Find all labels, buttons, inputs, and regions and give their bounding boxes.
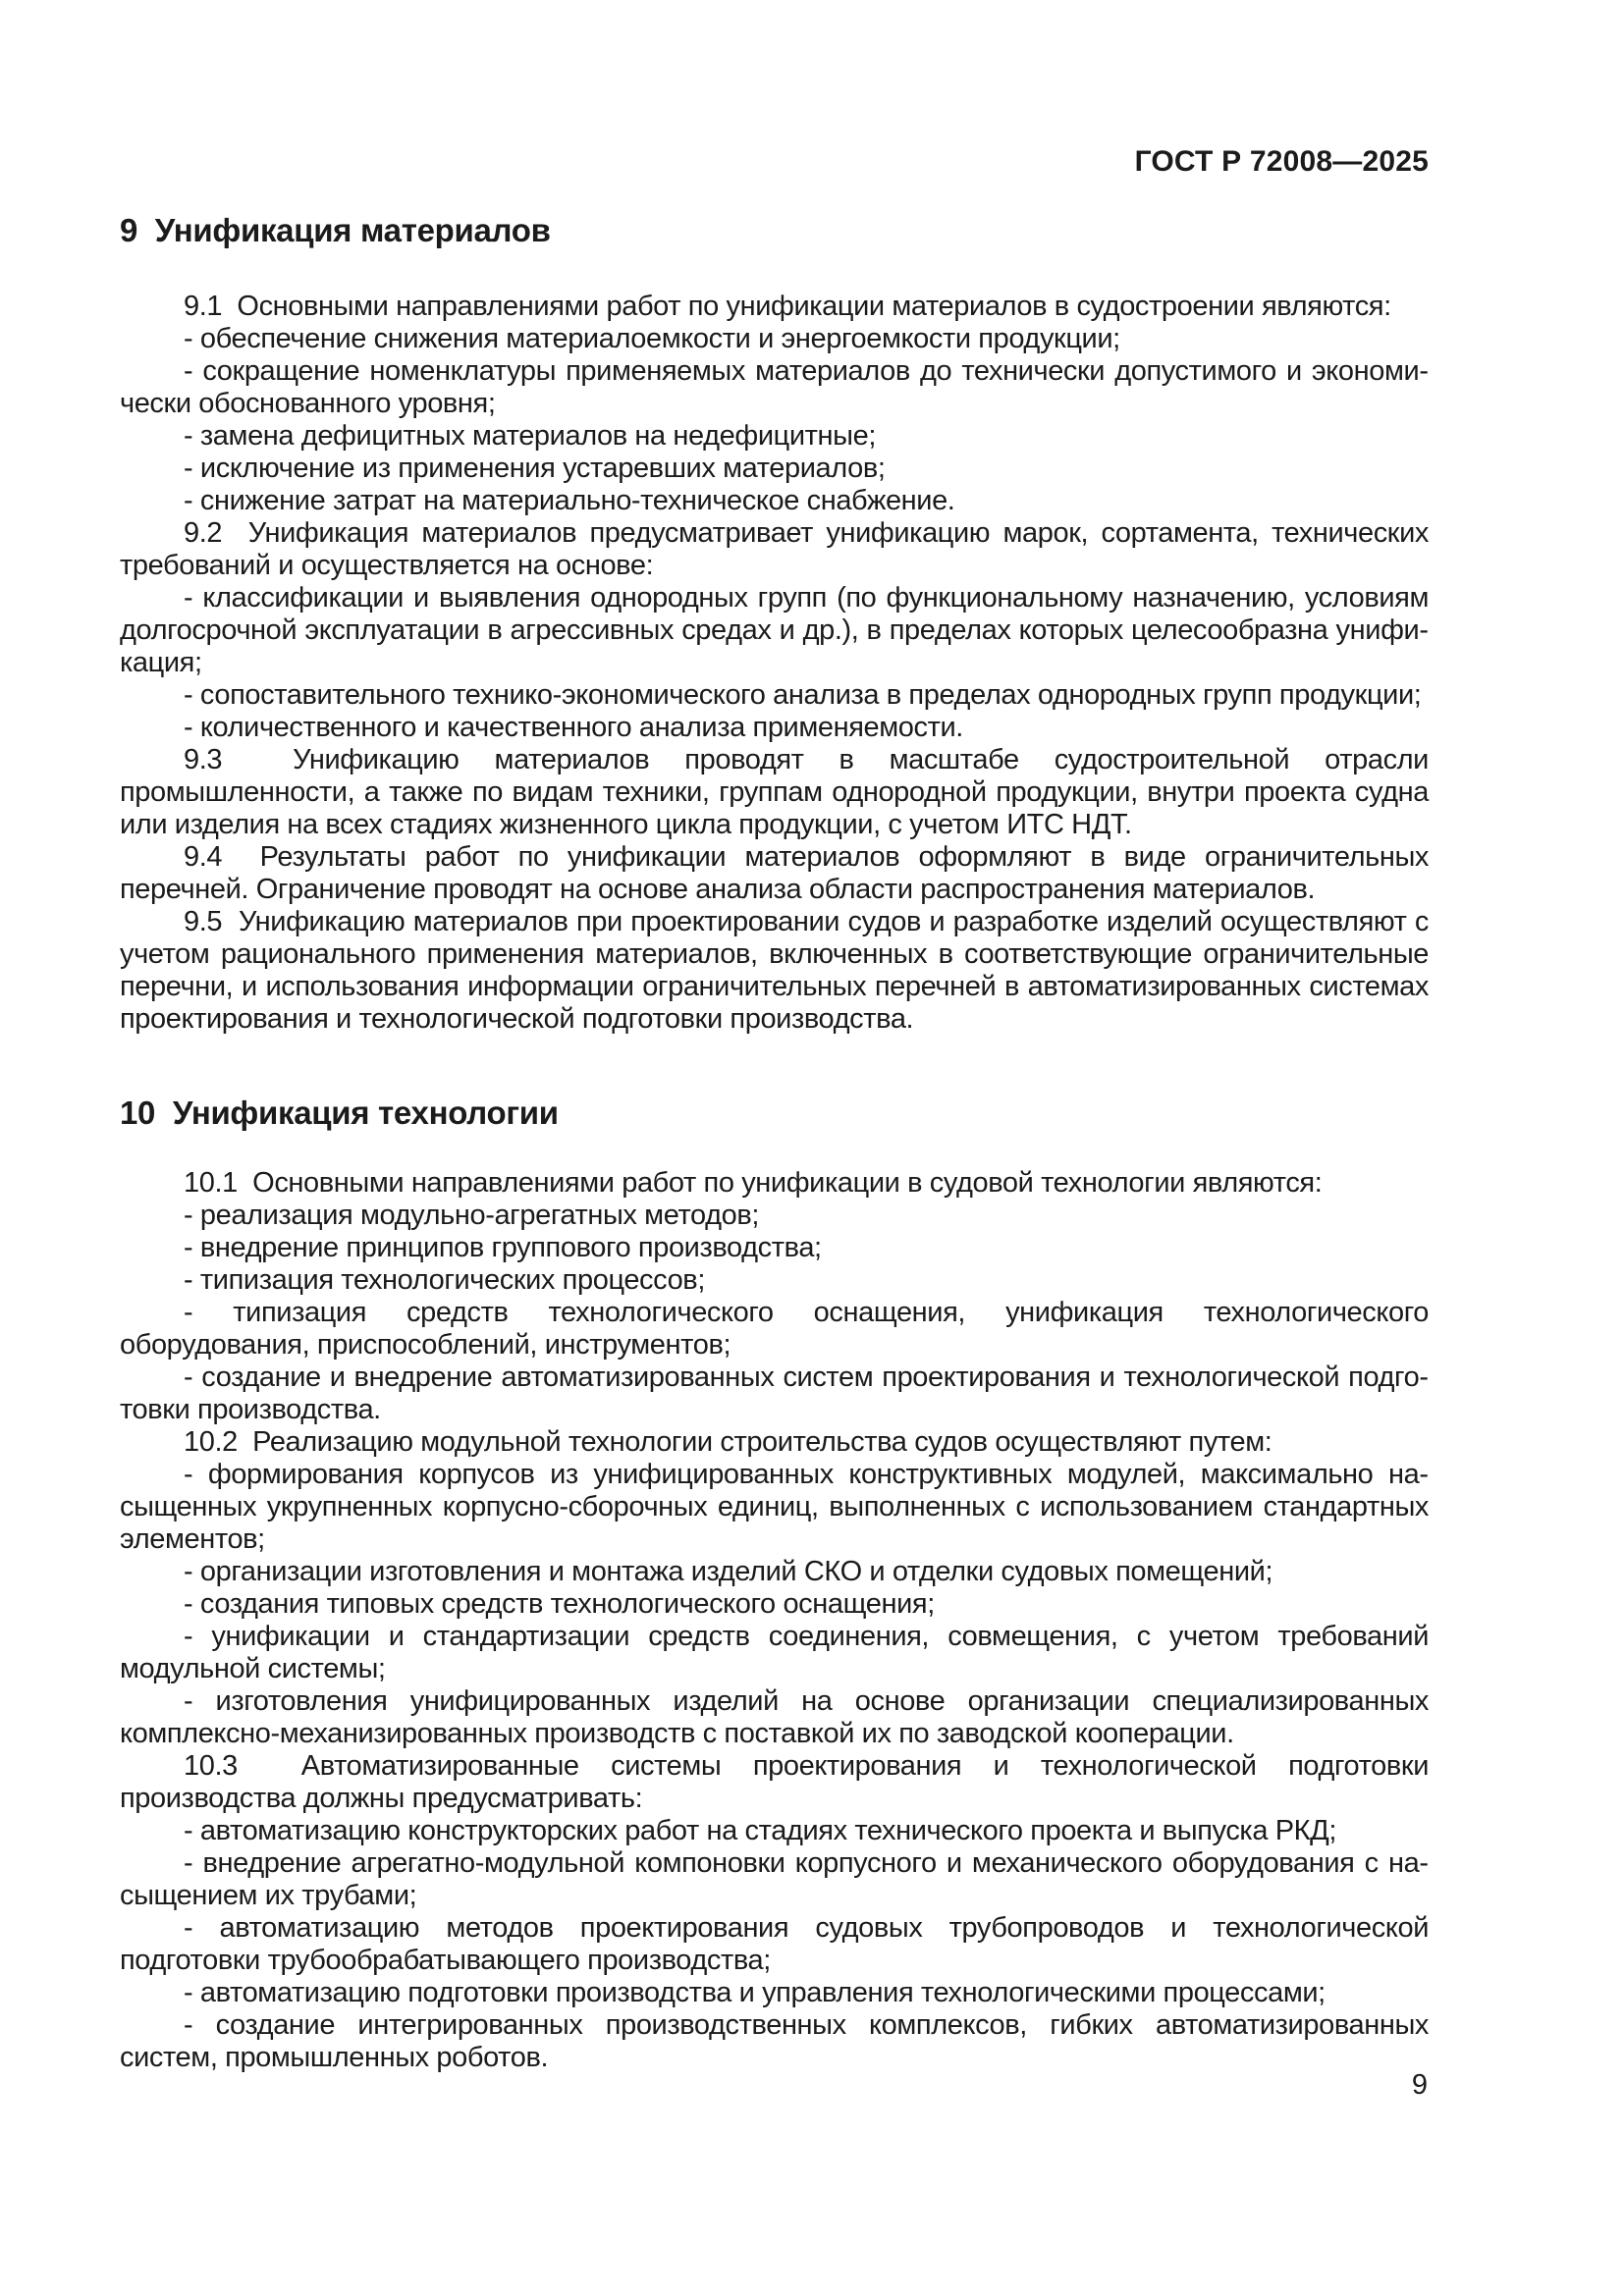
dash-list-item: - снижение затрат на материально-техническое снабжение. [184,485,955,516]
clause-10-3: 10.3 Автоматизированные системы проектирования и технологической подготовки производства должны предусматривать: [120,1750,1429,1814]
dash-list-item: - сопоставительного технико-экономического анализа в пределах однородных групп продукции; [184,679,1422,711]
clause-9-5: 9.5 Унификацию материалов при проектировании судов и разработке изделий осуществляют с учетом рационального применения материалов, включенных в соответствующие ограничительные перечни, и использования информации ограничительных перечней в автоматизированных системах проектирования и технологической подготовки производства. [120,906,1429,1035]
section-9-unification-of-materials [120,214,1429,1036]
running-header: ГОСТ Р 72008—2025 [1134,145,1429,178]
section-10-unification-of-technology [120,1096,1429,2074]
dash-list-item: - типизация средств технологического оснащения, унификация технологического оборудования, приспособлений, инструментов; [120,1297,1429,1361]
dash-list-item: - организации изготовления и монтажа изделий СКО и отделки судовых помещений; [184,1556,1273,1587]
dash-list-item: - количественного и качественного анализа применяемости. [184,712,963,743]
section-9-heading: 9 Унификация материалов [120,212,551,248]
dash-list-item: - исключение из применения устаревших материалов; [184,453,886,484]
dash-list-item: - внедрение принципов группового производства; [184,1232,822,1263]
dash-list-item: - создание интегрированных производственных комплексов, гибких автоматизированных систем, промышленных роботов. [120,2009,1429,2073]
dash-list-item: - замена дефицитных материалов на недефицитные; [184,420,876,452]
page-number: 9 [1411,2069,1428,2101]
clause-9-3: 9.3 Унификацию материалов проводят в масштабе судостроительной отрасли промышленности, а также по видам техники, группам однородной продукции, внутри проекта судна или изделия на всех стадиях жизненного цикла продукции, с учетом ИТС НДТ. [120,744,1429,840]
section-10-heading: 10 Унификация технологии [120,1095,559,1131]
dash-list-item: - сокращение номенклатуры применяемых материалов до технически допустимого и экономически обоснованного уровня; [120,355,1429,419]
clause-9-1: 9.1 Основными направлениями работ по унификации материалов в судостроении являются: [184,291,1391,322]
dash-list-item: - типизация технологических процессов; [184,1264,705,1296]
dash-list-item: - создание и внедрение автоматизированных систем проектирования и технологической подготовки производства. [120,1362,1429,1425]
dash-list-item: - создания типовых средств технологического оснащения; [184,1588,935,1620]
dash-list-item: - внедрение агрегатно-модульной компоновки корпусного и механического оборудования с насыщением их трубами; [120,1847,1429,1911]
dash-list-item: - унификации и стандартизации средств соединения, совмещения, с учетом требований модульной системы; [120,1621,1429,1684]
dash-list-item: - автоматизацию подготовки производства и управления технологическими процессами; [184,1977,1326,2008]
dash-list-item: - формирования корпусов из унифицированных конструктивных модулей, максимально насыщенных укрупненных корпусно-сборочных единиц, выполненных с использованием стандартных элементов; [120,1459,1429,1555]
clause-10-2: 10.2 Реализацию модульной технологии строительства судов осуществляют путем: [184,1426,1272,1458]
dash-list-item: - автоматизацию конструкторских работ на стадиях технического проекта и выпуска РКД; [184,1815,1337,1846]
dash-list-item: - классификации и выявления однородных групп (по функциональному назначению, условиям долгосрочной эксплуатации в агрессивных средах и др.), в пределах которых целесообразна унификация; [120,582,1429,678]
clause-10-1: 10.1 Основными направлениями работ по унификации в судовой технологии являются: [184,1167,1323,1199]
dash-list-item: - изготовления унифицированных изделий на основе организации специализированных комплексно-механизированных производств с поставкой их по заводской кооперации. [120,1685,1429,1749]
dash-list-item: - обеспечение снижения материалоемкости и энергоемкости продукции; [184,323,1120,354]
clause-9-4: 9.4 Результаты работ по унификации материалов оформляют в виде ограничительных перечней. Ограничение проводят на основе анализа области распространения материалов. [120,841,1429,905]
dash-list-item: - автоматизацию методов проектирования судовых трубопроводов и технологической подготовки трубообрабатывающего производства; [120,1912,1429,1976]
dash-list-item: - реализация модульно-агрегатных методов; [184,1200,760,1231]
clause-9-2: 9.2 Унификация материалов предусматривает унификацию марок, сортамента, технических требований и осуществляется на основе: [120,517,1429,581]
